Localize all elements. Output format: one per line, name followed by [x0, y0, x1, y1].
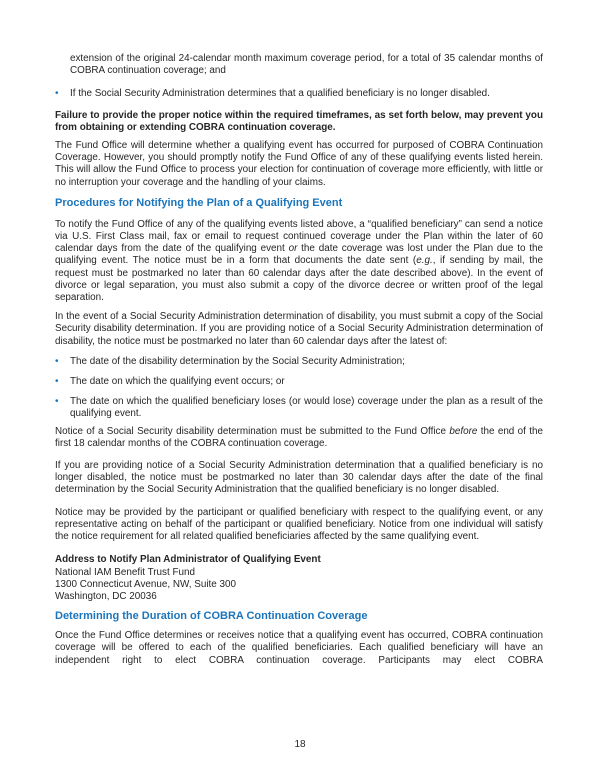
list-continuation-text: extension of the original 24-calendar month maximum coverage period, for a total of 35 calendar months of COBRA continuation coverage; and	[70, 53, 543, 77]
duration-paragraph: Once the Fund Office determines or receives notice that a qualifying event has occurred, COBRA continuation coverage will be offered to each of the qualified beneficiaries. Each qualified beneficiary will have an independent right to elect COBRA continuation coverage. Participants may elect COBRA	[55, 630, 543, 666]
notice-provider-paragraph: Notice may be provided by the participant or qualified beneficiary with respect to the qualifying event, or any representative acting on behalf of the participant or qualified beneficiary. Notice from one individual will satisfy the notice requirement for all related qualified beneficiaries affected by the same qualifying event.	[55, 506, 543, 543]
list-item-text: The date on which the qualifying event occurs; or	[70, 376, 285, 388]
address-block	[55, 554, 543, 603]
section-heading-duration: Determining the Duration of COBRA Continuation Coverage	[55, 610, 368, 623]
bullet-icon: •	[55, 88, 59, 100]
bullet-icon: •	[55, 376, 59, 388]
notify-procedure-paragraph: To notify the Fund Office of any of the qualifying events listed above, a “qualified beneficiary” can send a notice via U.S. First Class mail, fax or email to request continued coverage under the Plan within the later of 60 calendar days from the date of the qualifying event or the date coverage was lost under the Plan due to the qualifying event. The notice must be in a form that documents the date sent (e.g., if sending by mail, the request must be postmarked no later than 60 calendar days after the date described above). In the event of divorce or legal separation, you must also submit a copy of the divorce decree or written proof of the legal separation.	[55, 218, 543, 304]
address-line-fund-name: National IAM Benefit Trust Fund	[55, 566, 195, 578]
list-item-qualifying-event-date	[55, 376, 543, 388]
section-heading-procedures: Procedures for Notifying the Plan of a Qualifying Event	[55, 196, 343, 209]
address-line-street: 1300 Connecticut Avenue, NW, Suite 300	[55, 578, 236, 590]
fund-office-paragraph: The Fund Office will determine whether a qualifying event has occurred for purposed of COBRA Continuation Coverage. However, you should promptly notify the Fund Office of any of these qualifying events listed herein. This will allow the Fund Office to process your election for continuation of coverage more efficiently, with little or no interruption your coverage and the handling of your claims.	[55, 140, 543, 188]
no-longer-disabled-paragraph: If you are providing notice of a Social Security Administration determination that a qualified beneficiary is no longer disabled, the notice must be postmarked no later than 30 calendar days after the date of the final determination by the Social Security Administration that the qualified beneficiary is no longer disabled.	[55, 460, 543, 496]
list-item-loses-coverage-date	[55, 396, 543, 420]
bullet-icon: •	[55, 355, 59, 367]
address-line-city: Washington, DC 20036	[55, 590, 157, 602]
notice-submission-paragraph: Notice of a Social Security disability determination must be submitted to the Fund Office before the end of the first 18 calendar months of the COBRA continuation coverage.	[55, 425, 543, 449]
list-item-text: The date on which the qualified beneficiary loses (or would lose) coverage under the plan as a result of the qualifying event.	[70, 396, 543, 420]
bullet-icon: •	[55, 396, 59, 408]
list-item-text: The date of the disability determination by the Social Security Administration;	[70, 355, 405, 367]
page-number: 18	[294, 739, 306, 750]
ssa-disability-paragraph: In the event of a Social Security Administration determination of disability, you must submit a copy of the Social Security disability determination. If you are providing notice of a Social Security Administration determination of disability, the notice must be postmarked no later than 60 calendar days after the latest of:	[55, 311, 543, 347]
failure-warning-paragraph: Failure to provide the proper notice within the required timeframes, as set forth below, may prevent you from obtaining or extending COBRA continuation coverage.	[55, 109, 543, 133]
list-item-text: If the Social Security Administration determines that a qualified beneficiary is no longer disabled.	[70, 88, 490, 100]
list-item-no-longer-disabled	[55, 88, 543, 100]
address-heading: Address to Notify Plan Administrator of Qualifying Event	[55, 554, 321, 566]
list-item-determination-date	[55, 356, 543, 368]
